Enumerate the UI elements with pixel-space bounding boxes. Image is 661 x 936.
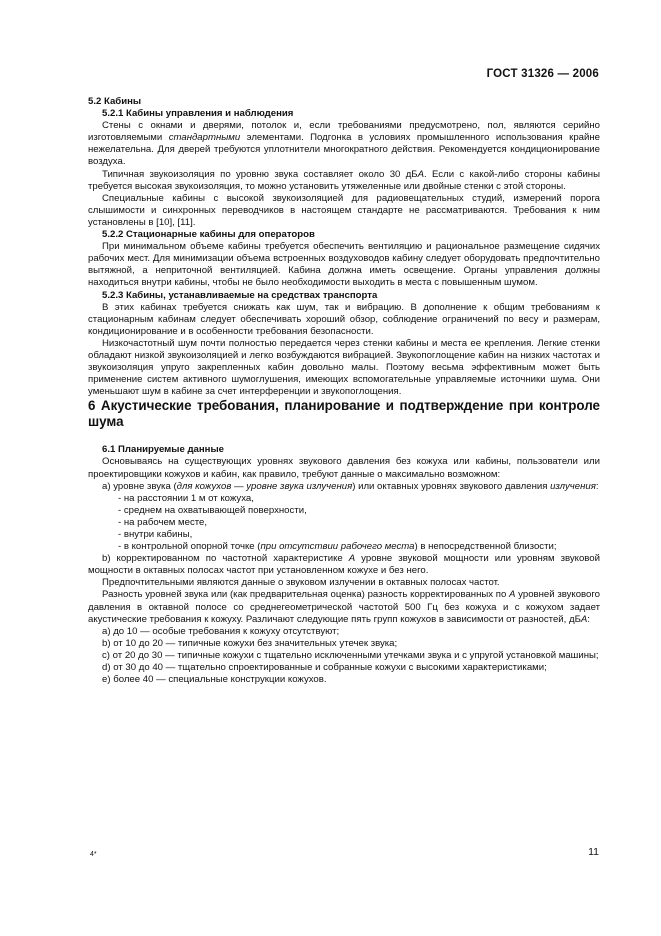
dash-item: - среднем на охватывающей поверхности, bbox=[118, 504, 307, 516]
group-item: e) более 40 — специальные конструкции кожухов. bbox=[102, 674, 327, 686]
list-item-a: a) уровне звука (для кожухов — уровне звука излучения) или октавных уровнях звукового давления излучения: bbox=[102, 480, 599, 492]
group-item: a) до 10 — особые требования к кожуху отсутствуют; bbox=[102, 625, 340, 637]
document-id: ГОСТ 31326 — 2006 bbox=[486, 68, 599, 80]
paragraph: Предпочтительными являются данные о звуковом излучении в октавных полосах частот. bbox=[102, 577, 500, 589]
paragraph: Основываясь на существующих уровнях звукового давления без кожуха или кабины, пользователи или проектировщики кожухов и кабин, как правило, требуют данные о максимально возможном: bbox=[88, 456, 600, 480]
dash-item: - в контрольной опорной точке (при отсутствии рабочего места) в непосредственной близости; bbox=[118, 541, 557, 553]
page-body bbox=[88, 96, 600, 686]
paragraph: Типичная звукоизоляция по уровню звука составляет около 30 дБА. Если с какой-либо стороны кабины требуется высокая звукоизоляция, то можно установить утяжеленные или двойные стенки с этой стороны. bbox=[88, 168, 600, 192]
heading-5-2-2: 5.2.2 Стационарные кабины для операторов bbox=[102, 229, 315, 241]
paragraph: Стены с окнами и дверями, потолок и, если требованиями предусмотрено, пол, являются серийно изготовляемыми стандартными элементами. Подгонка в условиях промышленного использования крайне нежелательна. Для дверей требуются уплотнители многократного действия. Рекомендуется кондиционирование воздуха. bbox=[88, 120, 600, 168]
heading-5-2-3: 5.2.3 Кабины, устанавливаемые на средствах транспорта bbox=[102, 289, 378, 301]
list-item-b: b) корректированном по частотной характеристике А уровне звуковой мощности или уровням звуковой мощности в октавных полосах частот при установленном кожухе и без него. bbox=[88, 553, 600, 577]
dash-item: - на расстоянии 1 м от кожуха, bbox=[118, 492, 254, 504]
group-item: b) от 10 до 20 — типичные кожухи без значительных утечек звука; bbox=[102, 637, 398, 649]
heading-section-6: 6 Акустические требования, планирование и подтверждение при контроле шума bbox=[88, 398, 600, 430]
heading-5-2: 5.2 Кабины bbox=[88, 96, 142, 107]
dash-item: - на рабочем месте, bbox=[118, 516, 208, 528]
sheet-mark: 4* bbox=[90, 851, 97, 858]
heading-6-1: 6.1 Планируемые данные bbox=[102, 444, 225, 456]
page-number: 11 bbox=[588, 846, 599, 858]
dash-item: - внутри кабины, bbox=[118, 529, 193, 540]
paragraph: В этих кабинах требуется снижать как шум, так и вибрацию. В дополнение к общим требованиям к стационарным кабинам следует обеспечивать хороший обзор, соблюдение ограничений по весу и размерам, кондиционирование и в особенности требования безопасности. bbox=[88, 301, 600, 337]
paragraph: При минимальном объеме кабины требуется обеспечить вентиляцию и рациональное размещение сидячих рабочих мест. Для минимизации объема встроенных воздуховодов кабину следует оборудовать предпочтительно вытяжной, а неприточной вентиляцией. Кабина должна иметь освещение. Органы управления должны находиться внутри кабины, чтобы не было необходимости выходить в места с повышенным шумом. bbox=[88, 241, 600, 289]
paragraph: Разность уровней звука или (как предварительная оценка) разность корректированных по А уровней звукового давления в октавной полосе со среднегеометрической частотой 500 Гц без кожуха и с кожухом задает акустические требования к кожуху. Различают следующие пять групп кожухов в зависимости от разностей, дБА: bbox=[88, 589, 601, 625]
group-item: d) от 30 до 40 — тщательно спроектированные и собранные кожухи с высокими характеристиками; bbox=[102, 662, 547, 674]
heading-5-2-1: 5.2.1 Кабины управления и наблюдения bbox=[102, 108, 294, 120]
paragraph: Специальные кабины с высокой звукоизоляцией для радиовещательных студий, измерений порога слышимости и синхронных переводчиков в настоящем стандарте не рассматриваются. Требования к ним установлены в [10], [11]. bbox=[88, 192, 600, 228]
group-item: c) от 20 до 30 — типичные кожухи с тщательно исключенными утечками звука и с упругой установкой машины; bbox=[102, 649, 599, 661]
paragraph: Низкочастотный шум почти полностью передается через стенки кабины и места ее крепления. Легкие стенки обладают низкой звукоизоляцией и легко возбуждаются вибрацией. Звукопоглощение кабин на низких частотах и звукоизоляция упруго закрепленных кабин довольно малы. Поэтому весьма эффективным может быть применение систем активного шумоглушения, имеющих вспомогательные управляемые источники шума. Они уменьшают шум в кабине за счет интерференции и звукопоглощения. bbox=[88, 337, 600, 398]
